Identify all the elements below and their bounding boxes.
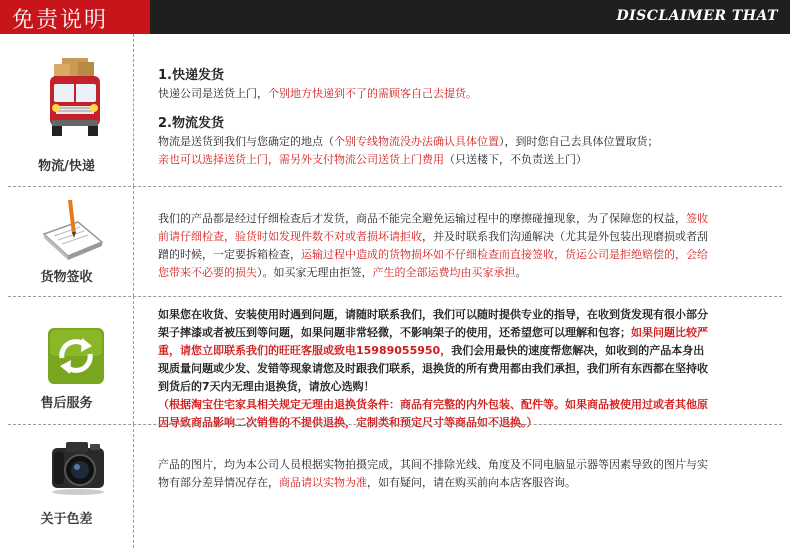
after-sales-text-2: 如果问题比较严重，请您立即联系我们的旺旺客服或致电15989055950， — [158, 326, 708, 357]
category-label-logistics: 物流/快递 — [38, 159, 95, 174]
delivery-truck-icon — [44, 56, 106, 138]
section-divider-vertical — [133, 186, 134, 296]
freight-text-e: （只送楼下，不负责送上门） — [444, 153, 587, 166]
page-title: 免责说明 — [12, 8, 109, 33]
freight-paragraph — [158, 133, 713, 169]
color-diff-text-1: 产品的图片，均为本公司人员根据实物拍摄完成，其间不排除光线、角度及不同电脑显示器等因素导致的图片与实物有部分差异情况存在， — [158, 458, 708, 489]
express-text: 快递公司是送货上门， — [158, 87, 268, 100]
camera-icon — [46, 438, 110, 498]
section-divider-vertical — [133, 34, 134, 186]
freight-text-a: 物流是送货到我们与您确定的地点（ — [158, 135, 334, 148]
header-bar — [0, 0, 790, 34]
logistics-text — [158, 67, 713, 169]
signing-text — [158, 210, 713, 282]
category-label-color-diff: 关于色差 — [40, 512, 93, 527]
after-sales-text-4: （根据淘宝住宅家具相关规定无理由退换货条件：商品有完整的内外包装、配件等。如果商品被使用过或者其他原因导致商品影响二次销售的不提供退换，定制类和预定尺寸等商品如不退换。） — [158, 398, 708, 429]
signing-text-3: ，并及时联系我们沟通解决（尤其是外包装出现磨损或者刮蹭的时候，一定要拆箱检查， — [158, 230, 708, 261]
refresh-arrows-icon — [48, 328, 104, 384]
clipboard-pen-icon — [40, 198, 106, 264]
signing-text-2: 签收前请仔细检查，验货时如发现件数不对或者损坏请拒收 — [158, 212, 708, 243]
section-divider-vertical — [133, 424, 134, 548]
signing-text-6: 产生的全部运费均由买家承担 — [372, 266, 516, 279]
after-sales-text-3: 我们会用最快的速度帮您解决，如收到的产品本身出现质量问题或少发、发错等现象请您及时跟我们联系，退换货的所有费用都由我们承担，我们所有东西都在坚持收到货后的7天内无理由退换货，请放心选购！ — [158, 344, 708, 393]
section-after-sales — [0, 296, 790, 429]
signing-text-5: ）。如买家无理由拒签， — [257, 266, 373, 279]
express-note: 个别地方快递到不了的需顾客自己去提货。 — [268, 87, 477, 100]
section-logistics — [0, 34, 790, 186]
signing-text-4: 运输过程中造成的货物损坏如不仔细检查而直接签收，货运公司是拒绝赔偿的，会给您带来不必要的损失 — [158, 248, 708, 279]
freight-heading: 2.物流发货 — [158, 116, 224, 131]
color-diff-text-2: 商品请以实物为准 — [279, 476, 367, 489]
after-sales-text-1: 如果您在收货、安装使用时遇到问题，请随时联系我们，我们可以随时提供专业的指导，在收到货发现有很小部分架子摔漆或者被压到等问题，如果问题非常轻微，不影响架子的使用，还希望您可以理解和包容； — [158, 308, 708, 339]
section-signing — [0, 186, 790, 296]
freight-text-b: 个别专线物流没办法确认具体位置 — [334, 135, 499, 148]
freight-text-d: 亲也可以选择送货上门，需另外支付物流公司送货上门费用 — [158, 153, 444, 166]
section-color-diff — [0, 424, 790, 548]
express-paragraph — [158, 85, 713, 103]
express-heading: 1.快递发货 — [158, 68, 224, 83]
freight-text-c: ），到时您自己去具体位置取货； — [499, 135, 659, 148]
section-divider-vertical — [133, 296, 134, 424]
signing-text-7: 。 — [515, 266, 527, 279]
category-label-signing: 货物签收 — [40, 270, 93, 285]
signing-text-1: 我们的产品都是经过仔细检查后才发货，商品不能完全避免运输过程中的摩擦碰撞现象，为了保障您的权益， — [158, 212, 686, 225]
category-label-after-sales: 售后服务 — [40, 396, 93, 411]
color-diff-text — [158, 456, 713, 492]
after-sales-text — [158, 306, 713, 432]
color-diff-text-3: ，如有疑问，请在购买前向本店客服咨询。 — [367, 476, 576, 489]
page-subtitle: DISCLAIMER THAT — [616, 8, 778, 24]
